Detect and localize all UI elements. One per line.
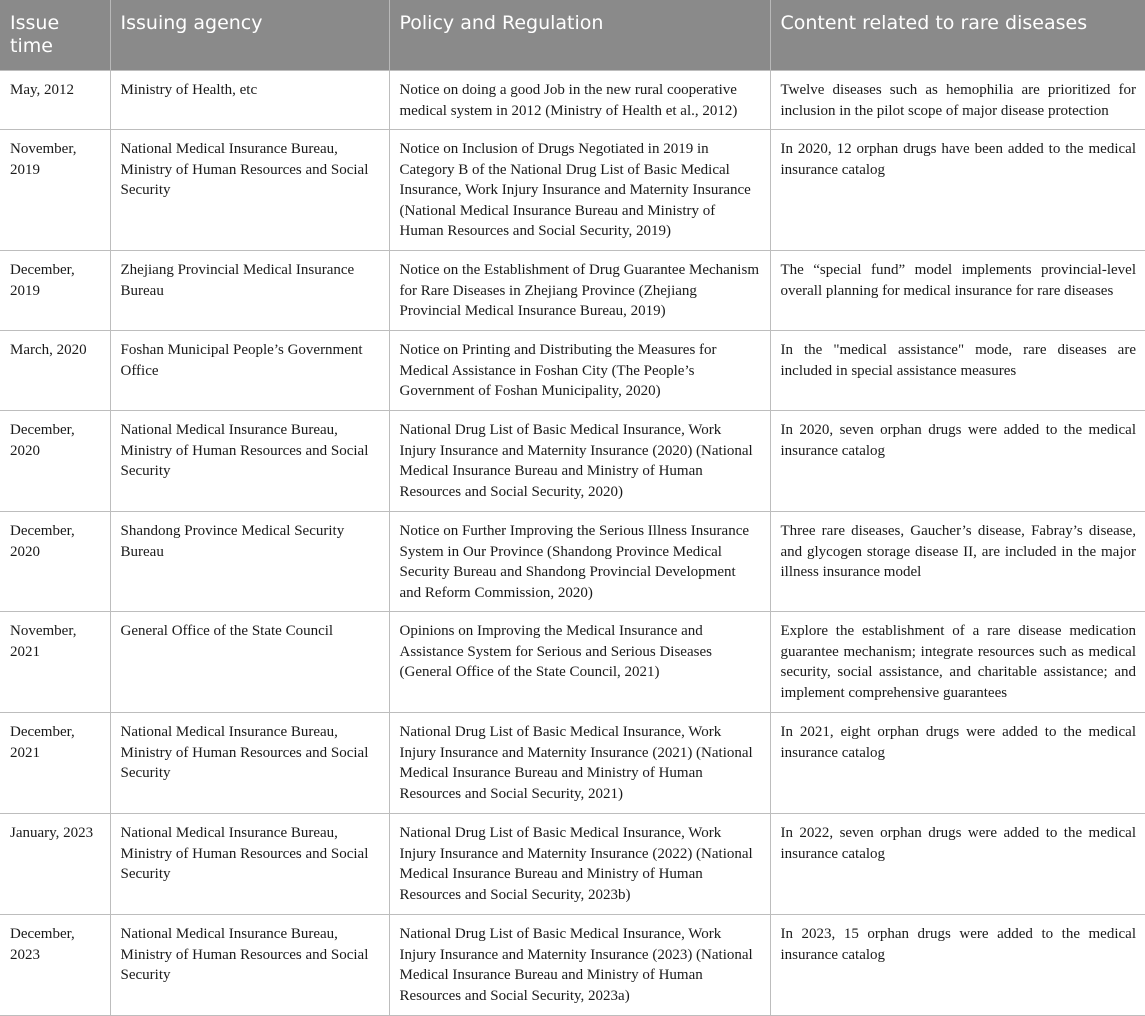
cell-policy: Notice on Printing and Distributing the Measures for Medical Assistance in Foshan City (The People’s Government of Foshan Municipality, 2020) — [389, 331, 770, 411]
cell-rare-disease-content: In 2020, 12 orphan drugs have been added to the medical insurance catalog — [770, 130, 1145, 251]
header-issue-time: Issue time — [0, 0, 110, 71]
cell-rare-disease-content: Three rare diseases, Gaucher’s disease, Fabray’s disease, and glycogen storage disease II, are included in the major illness insurance model — [770, 512, 1145, 612]
cell-rare-disease-content: In 2021, eight orphan drugs were added to the medical insurance catalog — [770, 713, 1145, 814]
cell-issuing-agency: Foshan Municipal People’s Government Office — [110, 331, 389, 411]
cell-issuing-agency: National Medical Insurance Bureau, Ministry of Human Resources and Social Security — [110, 915, 389, 1016]
cell-issue-time: November, 2021 — [0, 612, 110, 713]
table-row — [0, 612, 1145, 713]
cell-policy: Notice on doing a good Job in the new rural cooperative medical system in 2012 (Ministry of Health et al., 2012) — [389, 71, 770, 130]
cell-issue-time: December, 2019 — [0, 251, 110, 331]
cell-rare-disease-content: In 2022, seven orphan drugs were added to the medical insurance catalog — [770, 814, 1145, 915]
cell-issuing-agency: National Medical Insurance Bureau, Ministry of Human Resources and Social Security — [110, 411, 389, 512]
header-policy-regulation: Policy and Regulation — [389, 0, 770, 71]
table-row — [0, 814, 1145, 915]
cell-rare-disease-content: In 2023, 15 orphan drugs were added to the medical insurance catalog — [770, 915, 1145, 1016]
cell-issue-time: December, 2020 — [0, 411, 110, 512]
cell-issue-time: December, 2020 — [0, 512, 110, 612]
cell-issue-time: December, 2021 — [0, 713, 110, 814]
cell-issuing-agency: Zhejiang Provincial Medical Insurance Bureau — [110, 251, 389, 331]
cell-rare-disease-content: Twelve diseases such as hemophilia are prioritized for inclusion in the pilot scope of major disease protection — [770, 71, 1145, 130]
table-row — [0, 512, 1145, 612]
cell-issuing-agency: General Office of the State Council — [110, 612, 389, 713]
cell-rare-disease-content: In 2020, seven orphan drugs were added to the medical insurance catalog — [770, 411, 1145, 512]
cell-rare-disease-content: In the "medical assistance" mode, rare diseases are included in special assistance measures — [770, 331, 1145, 411]
table-header — [0, 0, 1145, 71]
cell-policy: National Drug List of Basic Medical Insurance, Work Injury Insurance and Maternity Insurance (2020) (National Medical Insurance Bureau and Ministry of Human Resources and Social Security, 2020) — [389, 411, 770, 512]
cell-issuing-agency: National Medical Insurance Bureau, Ministry of Human Resources and Social Security — [110, 814, 389, 915]
cell-issuing-agency: Shandong Province Medical Security Bureau — [110, 512, 389, 612]
cell-rare-disease-content: Explore the establishment of a rare disease medication guarantee mechanism; integrate resources such as medical security, social assistance, and charitable assistance; and implement comprehensive guarantees — [770, 612, 1145, 713]
cell-issue-time: January, 2023 — [0, 814, 110, 915]
table-row — [0, 130, 1145, 251]
cell-issue-time: November, 2019 — [0, 130, 110, 251]
table-row — [0, 713, 1145, 814]
cell-issue-time: December, 2023 — [0, 915, 110, 1016]
cell-issue-time: March, 2020 — [0, 331, 110, 411]
cell-policy: Opinions on Improving the Medical Insurance and Assistance System for Serious and Serious Diseases (General Office of the State Council, 2021) — [389, 612, 770, 713]
cell-rare-disease-content: The “special fund” model implements provincial-level overall planning for medical insurance for rare diseases — [770, 251, 1145, 331]
cell-policy: Notice on Inclusion of Drugs Negotiated in 2019 in Category B of the National Drug List of Basic Medical Insurance, Work Injury Insurance and Maternity Insurance (National Medical Insurance Bureau and Ministry of Human Resources and Social Security, 2019) — [389, 130, 770, 251]
cell-policy: Notice on the Establishment of Drug Guarantee Mechanism for Rare Diseases in Zhejiang Province (Zhejiang Provincial Medical Insurance Bureau, 2019) — [389, 251, 770, 331]
table-row — [0, 915, 1145, 1016]
cell-issue-time: May, 2012 — [0, 71, 110, 130]
cell-issuing-agency: National Medical Insurance Bureau, Ministry of Human Resources and Social Security — [110, 713, 389, 814]
table-row — [0, 331, 1145, 411]
cell-issuing-agency: National Medical Insurance Bureau, Ministry of Human Resources and Social Security — [110, 130, 389, 251]
table-row — [0, 71, 1145, 130]
header-row — [0, 0, 1145, 71]
header-rare-disease-content: Content related to rare diseases — [770, 0, 1145, 71]
table-row — [0, 411, 1145, 512]
cell-issuing-agency: Ministry of Health, etc — [110, 71, 389, 130]
header-issuing-agency: Issuing agency — [110, 0, 389, 71]
cell-policy: National Drug List of Basic Medical Insurance, Work Injury Insurance and Maternity Insurance (2021) (National Medical Insurance Bureau and Ministry of Human Resources and Social Security, 2021) — [389, 713, 770, 814]
cell-policy: Notice on Further Improving the Serious Illness Insurance System in Our Province (Shandong Province Medical Security Bureau and Shandong Provincial Development and Reform Commission, 2020) — [389, 512, 770, 612]
table-row — [0, 251, 1145, 331]
cell-policy: National Drug List of Basic Medical Insurance, Work Injury Insurance and Maternity Insurance (2022) (National Medical Insurance Bureau and Ministry of Human Resources and Social Security, 2023b) — [389, 814, 770, 915]
table-body — [0, 71, 1145, 1016]
cell-policy: National Drug List of Basic Medical Insurance, Work Injury Insurance and Maternity Insurance (2023) (National Medical Insurance Bureau and Ministry of Human Resources and Social Security, 2023a) — [389, 915, 770, 1016]
